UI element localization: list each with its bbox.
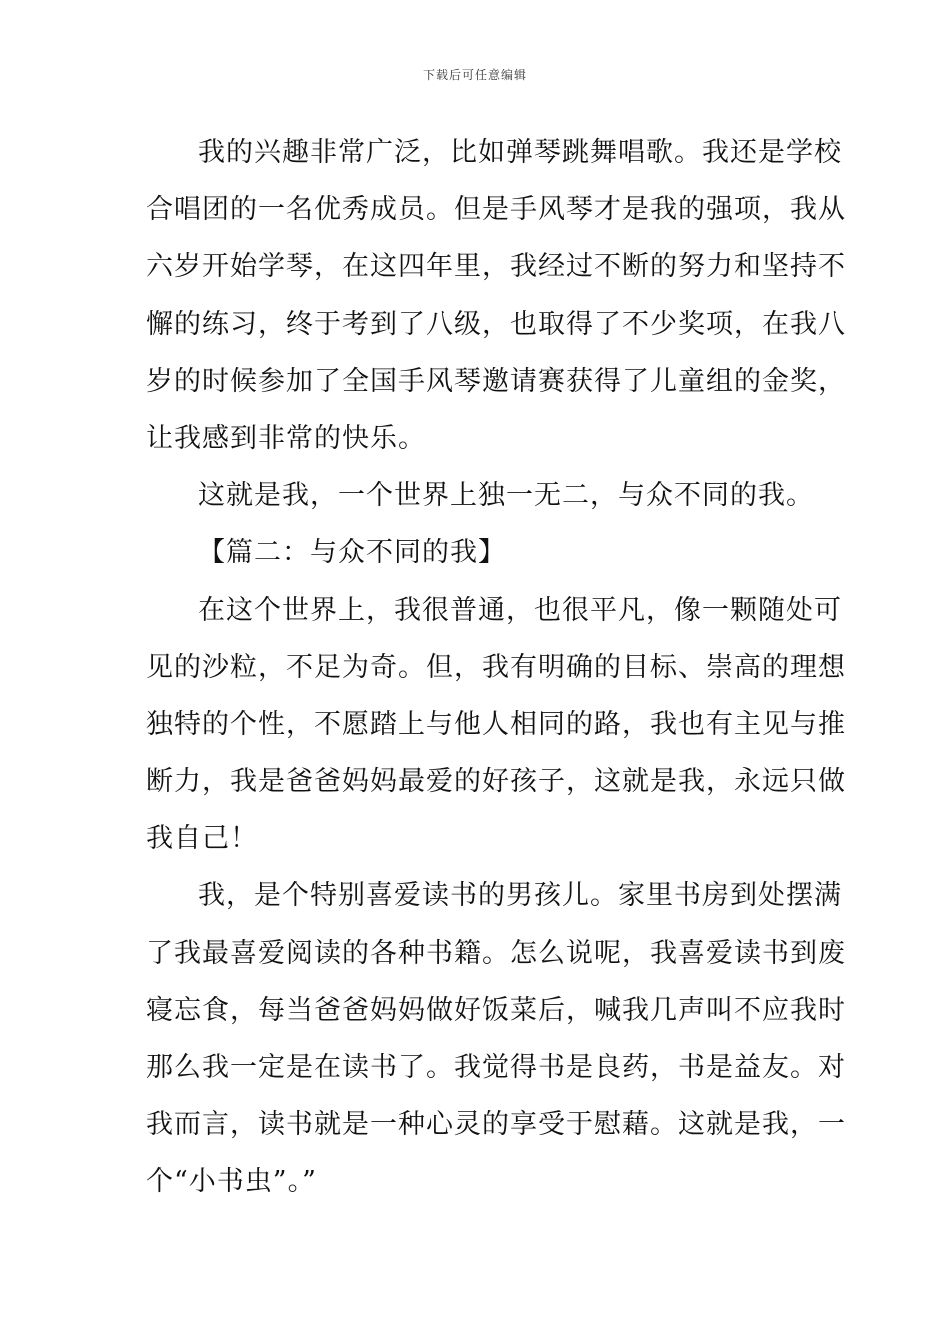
paragraph-line: 独特的个性，不愿踏上与他人相同的路，我也有主见与推 [146,708,846,740]
paragraph-line: 合唱团的一名优秀成员。但是手风琴才是我的强项，我从 [146,194,846,226]
paragraph-line: 断力，我是爸爸妈妈最爱的好孩子，这就是我，永远只做 [146,766,846,798]
paragraph-line: 见的沙粒，不足为奇。但，我有明确的目标、崇高的理想 [146,651,846,683]
paragraph-line: 这就是我，一个世界上独一无二，与众不同的我。 [198,480,814,512]
paragraph-line: 六岁开始学琴，在这四年里，我经过不断的努力和坚持不 [146,251,846,283]
paragraph-line: 我的兴趣非常广泛，比如弹琴跳舞唱歌。我还是学校 [198,137,842,168]
paragraph-line: 我而言，读书就是一种心灵的享受于慰藉。这就是我，一 [146,1109,846,1141]
paragraph-line: 个“小书虫”。” [146,1166,317,1198]
paragraph-line: 让我感到非常的快乐。 [146,422,426,454]
document-body [146,124,846,1211]
paragraph-line: 在这个世界上，我很普通，也很平凡，像一颗随处可 [198,594,842,626]
paragraph-line: 寝忘食，每当爸爸妈妈做好饭菜后，喊我几声叫不应我时 [146,994,846,1026]
paragraph-line: 那么我一定是在读书了。我觉得书是良药，书是益友。对 [146,1052,846,1083]
paragraph-line: 了我最喜爱阅读的各种书籍。怎么说呢，我喜爱读书到废 [146,937,846,969]
paragraph-line: 我，是个特别喜爱读书的男孩儿。家里书房到处摆满 [198,880,842,912]
paragraph-line: 岁的时候参加了全国手风琴邀请赛获得了儿童组的金奖， [146,365,846,397]
paragraph-line: 我自己！ [146,823,258,855]
page-header-note: 下载后可任意编辑 [422,68,527,82]
section-heading: 【篇二：与众不同的我】 [198,537,506,569]
paragraph-line: 懈的练习，终于考到了八级，也取得了不少奖项，在我八 [146,308,846,340]
